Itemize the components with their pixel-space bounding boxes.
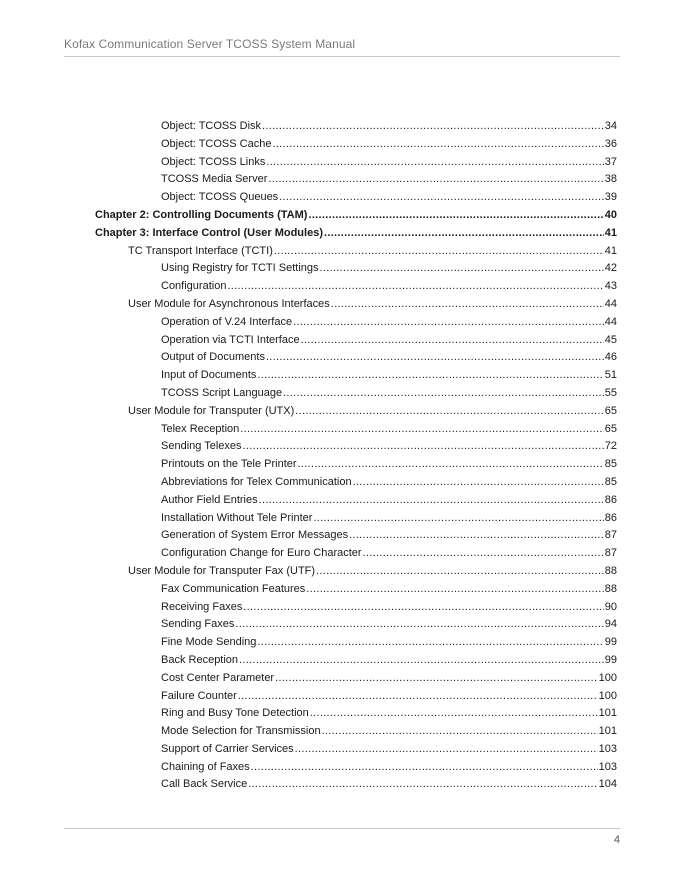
toc-entry-page: 103 (598, 742, 617, 755)
toc-entry-title: Call Back Service (161, 778, 248, 791)
toc-entry[interactable] (0, 458, 617, 476)
toc-entry-page: 86 (604, 511, 617, 524)
toc-entry-title: TCOSS Media Server (161, 173, 268, 186)
toc-entry-page: 85 (604, 458, 617, 471)
toc-entry-page: 42 (604, 262, 617, 275)
toc-dot-leader (235, 618, 603, 630)
toc-dot-leader (268, 173, 603, 185)
toc-entry-title: Chaining of Faxes (161, 760, 250, 773)
toc-entry-title: Printouts on the Tele Printer (161, 458, 297, 471)
toc-dot-leader (331, 298, 604, 310)
toc-entry[interactable] (0, 565, 617, 583)
toc-entry-title: Installation Without Tele Printer (161, 511, 313, 524)
toc-dot-leader (266, 351, 604, 363)
toc-entry-title: User Module for Transputer Fax (UTF) (128, 564, 316, 577)
toc-entry[interactable] (0, 494, 617, 512)
toc-dot-leader (266, 156, 603, 168)
toc-entry-page: 99 (604, 636, 617, 649)
toc-dot-leader (272, 138, 603, 150)
toc-entry-page: 45 (604, 333, 617, 346)
toc-entry[interactable] (0, 334, 617, 352)
toc-entry-page: 101 (598, 707, 617, 720)
toc-entry-title: Object: TCOSS Links (161, 155, 266, 168)
toc-entry-title: Sending Faxes (161, 618, 235, 631)
toc-entry[interactable] (0, 725, 617, 743)
toc-dot-leader (349, 529, 604, 541)
toc-entry-title: Input of Documents (161, 369, 257, 382)
toc-entry-page: 103 (598, 760, 617, 773)
toc-entry-page: 100 (598, 689, 617, 702)
toc-entry[interactable] (0, 405, 617, 423)
toc-entry-title: TC Transport Interface (TCTI) (128, 244, 273, 257)
toc-entry-title: Failure Counter (161, 689, 237, 702)
toc-entry[interactable] (0, 423, 617, 441)
toc-dot-leader (295, 405, 603, 417)
toc-entry-page: 51 (604, 369, 617, 382)
toc-entry-title: Object: TCOSS Cache (161, 137, 272, 150)
toc-entry-title: Abbreviations for Telex Communication (161, 475, 352, 488)
toc-entry[interactable] (0, 672, 617, 690)
toc-entry-page: 87 (604, 547, 617, 560)
toc-entry[interactable] (0, 262, 617, 280)
toc-dot-leader (238, 690, 598, 702)
toc-entry[interactable] (0, 583, 617, 601)
toc-entry-title: Support of Carrier Services (161, 742, 294, 755)
toc-entry-title: Chapter 3: Interface Control (User Modules) (95, 226, 323, 239)
table-of-contents (0, 120, 680, 796)
toc-entry-page: 100 (598, 671, 617, 684)
toc-entry-title: Configuration (161, 280, 227, 293)
toc-dot-leader (275, 672, 598, 684)
toc-entry-page: 40 (604, 208, 617, 221)
toc-entry-page: 44 (604, 315, 617, 328)
toc-entry-title: Telex Reception (161, 422, 240, 435)
toc-entry-title: Cost Center Parameter (161, 671, 275, 684)
toc-entry[interactable] (0, 547, 617, 565)
toc-entry-page: 94 (604, 618, 617, 631)
toc-entry-page: 87 (604, 529, 617, 542)
header-rule (64, 56, 620, 57)
toc-entry-title: Back Reception (161, 653, 239, 666)
toc-dot-leader (322, 725, 598, 737)
toc-entry-page: 86 (604, 493, 617, 506)
toc-entry-page: 104 (598, 778, 617, 791)
toc-entry[interactable] (0, 351, 617, 369)
toc-entry-page: 46 (604, 351, 617, 364)
toc-entry[interactable] (0, 440, 617, 458)
toc-entry-page: 99 (604, 653, 617, 666)
toc-dot-leader (363, 547, 604, 559)
toc-entry-title: TCOSS Script Language (161, 386, 283, 399)
toc-entry[interactable] (0, 476, 617, 494)
toc-dot-leader (257, 636, 603, 648)
toc-entry[interactable] (0, 529, 617, 547)
toc-entry-page: 41 (604, 226, 617, 239)
toc-entry-title: Sending Telexes (161, 440, 242, 453)
toc-dot-leader (324, 227, 604, 239)
toc-entry[interactable] (0, 512, 617, 530)
toc-entry[interactable] (0, 369, 617, 387)
toc-dot-leader (295, 743, 598, 755)
toc-entry[interactable] (0, 601, 617, 619)
toc-entry-title: Object: TCOSS Queues (161, 191, 279, 204)
toc-dot-leader (257, 369, 603, 381)
toc-dot-leader (298, 458, 604, 470)
toc-dot-leader (320, 262, 604, 274)
toc-entry-page: 65 (604, 422, 617, 435)
toc-dot-leader (316, 565, 604, 577)
toc-entry-page: 34 (604, 120, 617, 132)
toc-entry-title: Fax Communication Features (161, 582, 306, 595)
toc-entry[interactable] (0, 618, 617, 636)
toc-entry-title: Author Field Entries (161, 493, 258, 506)
toc-entry[interactable] (0, 191, 617, 209)
toc-dot-leader (283, 387, 604, 399)
toc-dot-leader (239, 654, 604, 666)
toc-entry[interactable] (0, 743, 617, 761)
toc-entry[interactable] (0, 120, 617, 138)
toc-dot-leader (243, 440, 604, 452)
toc-entry-page: 41 (604, 244, 617, 257)
toc-dot-leader (243, 601, 603, 613)
toc-entry-title: Configuration Change for Euro Character (161, 547, 362, 560)
toc-entry[interactable] (0, 280, 617, 298)
toc-entry-page: 85 (604, 475, 617, 488)
toc-entry-title: Ring and Busy Tone Detection (161, 707, 309, 720)
toc-entry-title: Chapter 2: Controlling Documents (TAM) (95, 208, 308, 221)
toc-dot-leader (259, 494, 604, 506)
page-number: 4 (613, 834, 620, 846)
toc-dot-leader (310, 707, 598, 719)
toc-entry[interactable] (0, 227, 617, 245)
toc-entry[interactable] (0, 707, 617, 725)
toc-entry-title: Fine Mode Sending (161, 636, 257, 649)
toc-dot-leader (306, 583, 603, 595)
toc-dot-leader (248, 778, 597, 790)
toc-entry-page: 65 (604, 404, 617, 417)
toc-entry-title: Receiving Faxes (161, 600, 243, 613)
toc-entry-page: 38 (604, 173, 617, 186)
toc-entry-title: Using Registry for TCTI Settings (161, 262, 319, 275)
toc-entry[interactable] (0, 654, 617, 672)
toc-entry[interactable] (0, 761, 617, 779)
toc-entry-page: 72 (604, 440, 617, 453)
toc-entry[interactable] (0, 636, 617, 654)
toc-entry-title: Generation of System Error Messages (161, 529, 349, 542)
toc-entry-title: Object: TCOSS Disk (161, 120, 262, 132)
footer-rule (64, 828, 620, 829)
toc-entry-title: Mode Selection for Transmission (161, 725, 321, 738)
toc-entry-title: User Module for Transputer (UTX) (128, 404, 295, 417)
toc-dot-leader (227, 280, 603, 292)
toc-entry-page: 43 (604, 280, 617, 293)
toc-entry-page: 90 (604, 600, 617, 613)
toc-entry[interactable] (0, 173, 617, 191)
toc-entry-page: 88 (604, 582, 617, 595)
toc-dot-leader (274, 245, 604, 257)
toc-entry[interactable] (0, 690, 617, 708)
toc-dot-leader (301, 334, 604, 346)
toc-entry[interactable] (0, 245, 617, 263)
toc-entry-page: 88 (604, 564, 617, 577)
toc-dot-leader (293, 316, 604, 328)
toc-entry[interactable] (0, 316, 617, 334)
toc-dot-leader (279, 191, 604, 203)
toc-entry-title: User Module for Asynchronous Interfaces (128, 297, 330, 310)
toc-entry-page: 44 (604, 297, 617, 310)
toc-dot-leader (353, 476, 604, 488)
toc-dot-leader (262, 120, 604, 132)
toc-entry[interactable] (0, 138, 617, 156)
toc-entry[interactable] (0, 387, 617, 405)
toc-dot-leader (240, 423, 603, 435)
toc-entry[interactable] (0, 156, 617, 174)
toc-dot-leader (313, 512, 603, 524)
running-header: Kofax Communication Server TCOSS System Manual (64, 37, 356, 51)
toc-entry[interactable] (0, 209, 617, 227)
toc-entry-page: 39 (604, 191, 617, 204)
toc-entry[interactable] (0, 298, 617, 316)
toc-entry-page: 101 (598, 725, 617, 738)
toc-entry-title: Operation of V.24 Interface (161, 315, 293, 328)
toc-entry-page: 37 (604, 155, 617, 168)
toc-entry[interactable] (0, 778, 617, 796)
toc-entry-title: Output of Documents (161, 351, 265, 364)
toc-dot-leader (251, 761, 598, 773)
toc-entry-title: Operation via TCTI Interface (161, 333, 300, 346)
toc-entry-page: 36 (604, 137, 617, 150)
toc-entry-page: 55 (604, 386, 617, 399)
toc-dot-leader (308, 209, 603, 221)
